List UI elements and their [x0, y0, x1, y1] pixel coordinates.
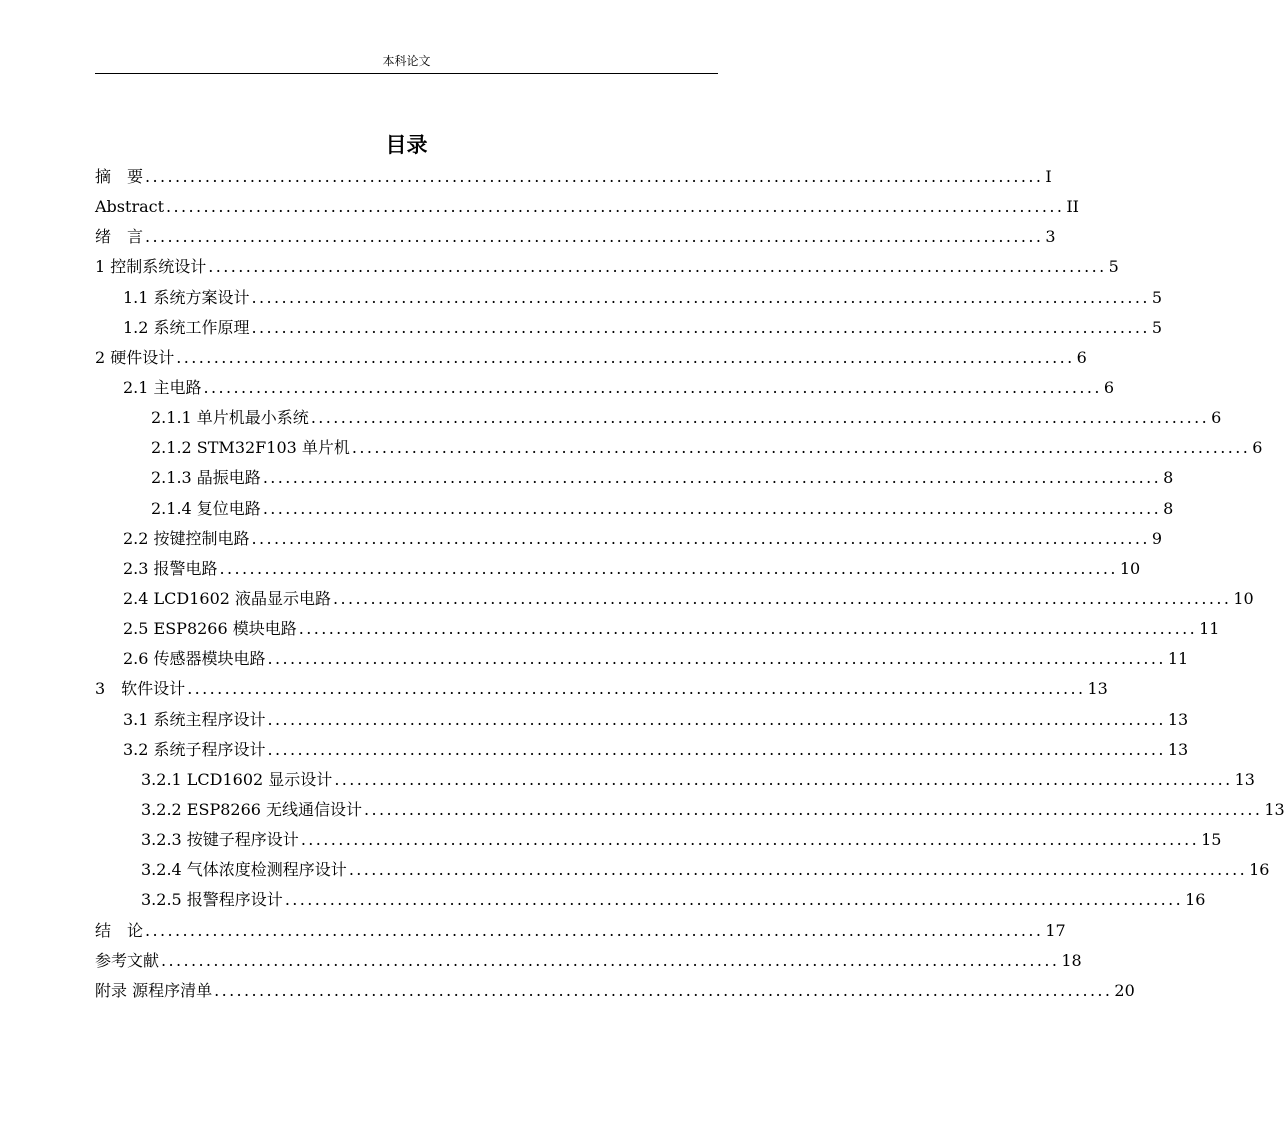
toc-entry-page: 8 [1163, 498, 1174, 518]
toc-entry[interactable] [95, 463, 1174, 493]
toc-leader-dots: ........................................................................................................................ [284, 890, 1184, 910]
toc-leader-dots: ........................................................................................................................ [208, 257, 1107, 277]
toc-entry[interactable] [95, 433, 1263, 463]
toc-entry[interactable] [95, 524, 1163, 554]
toc-entry[interactable] [95, 252, 1119, 282]
toc-leader-dots: ........................................................................................................................ [203, 377, 1102, 397]
toc-leader-dots: ........................................................................................................................ [219, 558, 1118, 578]
toc-entry-page: 13 [1264, 799, 1285, 819]
toc-entry-page: 6 [1103, 377, 1115, 397]
toc-entry-page: 11 [1199, 619, 1220, 639]
toc-leader-dots: ........................................................................................................................ [348, 860, 1248, 880]
toc-entry-page: 5 [1151, 287, 1163, 307]
toc-entry[interactable] [95, 765, 1255, 795]
toc-entry-page: 16 [1249, 860, 1270, 880]
toc-entry-page: 9 [1151, 528, 1163, 548]
toc-leader-dots: ........................................................................................................................ [333, 588, 1232, 608]
toc-entry[interactable] [95, 222, 1056, 252]
toc-entry[interactable] [95, 494, 1174, 524]
toc-entry-label: 2.1.2 STM32F103 单片机 [151, 438, 350, 458]
toc-entry-page: 8 [1163, 468, 1174, 488]
toc-entry-label: 3.2.2 ESP8266 无线通信设计 [141, 799, 363, 819]
toc-leader-dots: ........................................................................................................................ [166, 197, 1065, 217]
toc-leader-dots: ........................................................................................................................ [267, 709, 1166, 729]
toc-entry[interactable] [95, 855, 1270, 885]
toc-entry[interactable] [95, 192, 1079, 222]
toc-entry-label: 3.2 系统子程序设计 [123, 739, 266, 759]
toc-entry-label: 2.5 ESP8266 模块电路 [123, 619, 297, 639]
toc-entry-label: 3.2.3 按键子程序设计 [141, 830, 299, 850]
toc-entry[interactable] [95, 283, 1163, 313]
toc-entry-label: 2.2 按键控制电路 [123, 528, 250, 548]
toc-leader-dots: ........................................................................................................................ [145, 920, 1044, 940]
toc-entry[interactable] [95, 584, 1254, 614]
header-rule [95, 73, 718, 74]
toc-leader-dots: ........................................................................................................................ [251, 317, 1150, 337]
toc-leader-dots: ........................................................................................................................ [161, 950, 1060, 970]
toc-entry[interactable] [95, 644, 1189, 674]
toc-entry-label: 摘 要 [95, 167, 144, 186]
toc-leader-dots: ........................................................................................................................ [251, 287, 1150, 307]
toc-entry-label: 3.1 系统主程序设计 [123, 709, 266, 729]
toc-entry[interactable] [95, 825, 1222, 855]
toc-entry-label: 3.2.5 报警程序设计 [141, 890, 283, 910]
toc-leader-dots: ........................................................................................................................ [300, 830, 1200, 850]
toc-entry-label: 3.2.4 气体浓度检测程序设计 [141, 860, 347, 880]
toc-leader-dots: ........................................................................................................................ [351, 438, 1251, 458]
toc-entry-page: 10 [1233, 588, 1254, 608]
toc-entry-label: 2.3 报警电路 [123, 558, 218, 578]
toc-entry-label: 附录 源程序清单 [95, 980, 213, 1000]
toc-entry-page: 13 [1167, 739, 1189, 759]
toc-leader-dots: ........................................................................................................................ [262, 498, 1162, 518]
toc-entry[interactable] [95, 885, 1206, 915]
toc-leader-dots: ........................................................................................................................ [298, 619, 1198, 639]
toc-entry[interactable] [95, 705, 1189, 735]
page-header: 本科论文 [382, 54, 431, 68]
toc-entry-label: 2 硬件设计 [95, 347, 175, 367]
toc-leader-dots: ........................................................................................................................ [267, 739, 1166, 759]
toc-entry-page: 13 [1087, 679, 1108, 699]
toc-entry-label: 结 论 [95, 920, 144, 940]
table-of-contents [95, 162, 1285, 1006]
toc-entry-page: I [1045, 167, 1052, 186]
toc-leader-dots: ........................................................................................................................ [262, 468, 1162, 488]
toc-entry[interactable] [95, 795, 1285, 825]
page-title: 目录 [385, 133, 428, 157]
toc-entry-page: 13 [1167, 709, 1189, 729]
toc-entry[interactable] [95, 916, 1066, 946]
toc-entry-page: 11 [1167, 649, 1189, 669]
toc-entry-page: 10 [1119, 558, 1141, 578]
toc-leader-dots: ........................................................................................................................ [267, 649, 1166, 669]
toc-entry-page: 17 [1045, 920, 1066, 940]
toc-entry-page: 6 [1076, 347, 1087, 367]
toc-entry[interactable] [95, 735, 1189, 765]
toc-entry-page: 5 [1108, 257, 1119, 277]
toc-entry[interactable] [95, 373, 1115, 403]
toc-entry-page: 15 [1201, 830, 1222, 850]
toc-entry-label: 1.1 系统方案设计 [123, 287, 250, 307]
toc-leader-dots: ........................................................................................................................ [334, 769, 1233, 789]
toc-entry-label: 3 软件设计 [95, 679, 186, 699]
toc-entry-page: 6 [1211, 408, 1222, 428]
toc-leader-dots: ........................................................................................................................ [176, 347, 1075, 367]
toc-entry-label: 2.1 主电路 [123, 377, 202, 397]
toc-entry[interactable] [95, 313, 1163, 343]
toc-leader-dots: ........................................................................................................................ [214, 980, 1113, 1000]
toc-entry-page: 16 [1185, 890, 1206, 910]
toc-entry-page: 13 [1234, 769, 1255, 789]
toc-entry-label: 参考文献 [95, 950, 160, 970]
toc-entry-page: 3 [1045, 227, 1056, 247]
toc-entry-label: Abstract [95, 197, 165, 217]
toc-leader-dots: ........................................................................................................................ [145, 227, 1044, 247]
toc-entry[interactable] [95, 946, 1082, 976]
toc-leader-dots: ........................................................................................................................ [187, 679, 1086, 699]
toc-entry-label: 2.1.1 单片机最小系统 [151, 408, 309, 428]
toc-entry[interactable] [95, 554, 1141, 584]
toc-entry-page: 20 [1114, 980, 1135, 1000]
toc-entry-label: 2.6 传感器模块电路 [123, 649, 266, 669]
toc-entry[interactable] [95, 343, 1087, 373]
toc-leader-dots: ........................................................................................................................ [145, 167, 1044, 186]
toc-entry-label: 1.2 系统工作原理 [123, 317, 250, 337]
toc-entry-label: 2.1.4 复位电路 [151, 498, 261, 518]
toc-leader-dots: ........................................................................................................................ [364, 799, 1263, 819]
toc-entry[interactable] [95, 614, 1220, 644]
toc-entry[interactable] [95, 403, 1222, 433]
toc-leader-dots: ........................................................................................................................ [251, 528, 1150, 548]
toc-entry-label: 绪 言 [95, 227, 144, 247]
toc-entry-label: 2.1.3 晶振电路 [151, 468, 261, 488]
toc-entry-label: 3.2.1 LCD1602 显示设计 [141, 769, 333, 789]
toc-entry[interactable] [95, 674, 1108, 704]
toc-entry[interactable] [95, 976, 1135, 1006]
toc-entry-page: II [1066, 197, 1079, 217]
toc-entry-page: 18 [1061, 950, 1082, 970]
toc-entry-label: 2.4 LCD1602 液晶显示电路 [123, 588, 332, 608]
toc-entry[interactable] [95, 162, 1052, 192]
toc-entry-page: 6 [1252, 438, 1263, 458]
toc-entry-label: 1 控制系统设计 [95, 257, 207, 277]
toc-entry-page: 5 [1151, 317, 1163, 337]
toc-leader-dots: ........................................................................................................................ [310, 408, 1210, 428]
